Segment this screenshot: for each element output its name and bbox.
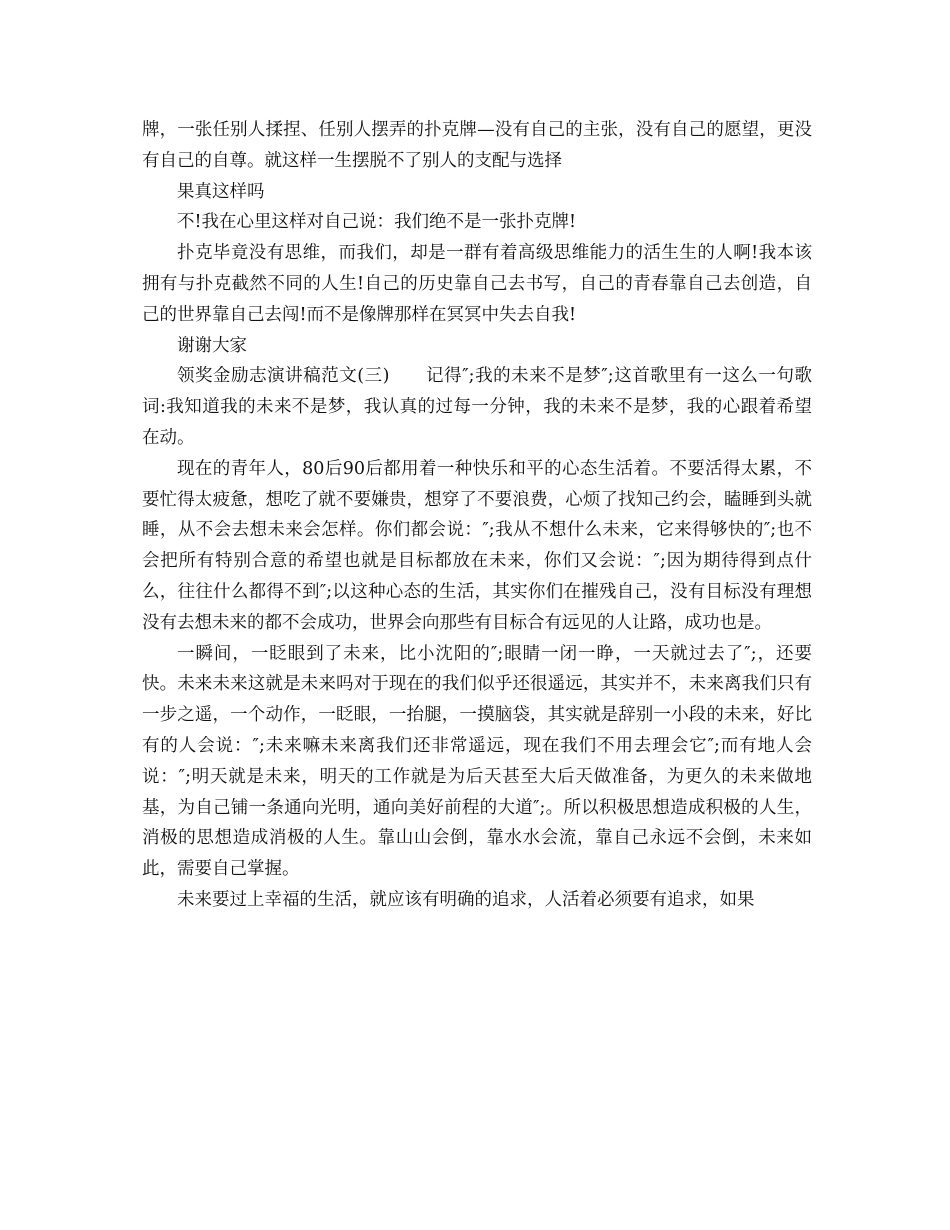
paragraph: 牌，一张任别人揉捏、任别人摆弄的扑克牌—没有自己的主张，没有自己的愿望，更没有自己的自尊。就这样一生摆脱不了别人的支配与选择	[142, 120, 812, 171]
paragraph: 谢谢大家	[177, 335, 247, 356]
paragraph: 未来要过上幸福的生活，就应该有明确的追求，人活着必须要有追求，如果	[177, 889, 755, 910]
paragraph: 不!我在心里这样对自己说：我们绝不是一张扑克牌!	[177, 212, 577, 233]
document-body	[142, 115, 812, 916]
paragraph: 领奖金励志演讲稿范文(三) 记得″;我的未来不是梦″;这首歌里有一这么一句歌词:我知道我的未来不是梦，我认真的过每一分钟，我的未来不是梦，我的心跟着希望在动。	[142, 366, 812, 448]
paragraph: 一瞬间，一眨眼到了未来，比小沈阳的″;眼睛一闭一睁，一天就过去了″;，还要快。未来未来这就是未来吗对于现在的我们似乎还很遥远，其实并不，未来离我们只有一步之遥，一个动作，一眨眼，一抬腿，一摸脑袋，其实就是辞别一小段的未来，好比有的人会说：″;未来嘛未来离我们还非常遥远，现在我们不用去理会它″;而有地人会说：″;明天就是未来，明天的工作就是为后天甚至大后天做准备，为更久的未来做地基，为自己铺一条通向光明，通向美好前程的大道″;。所以积极思想造成积极的人生，消极的思想造成消极的人生。靠山山会倒，靠水水会流，靠自己永远不会倒，未来如此，需要自己掌握。	[142, 643, 812, 880]
paragraph: 现在的青年人，80后90后都用着一种快乐和平的心态生活着。不要活得太累，不要忙得太疲惫，想吃了就不要嫌贵，想穿了不要浪费，心烦了找知己约会，瞌睡到头就睡，从不会去想未来会怎样。你们都会说：″;我从不想什么未来，它来得够快的″;也不会把所有特别合意的希望也就是目标都放在未来，你们又会说：″;因为期待得到点什么，往往什么都得不到″;以这种心态的生活，其实你们在摧残自己，没有目标没有理想没有去想未来的都不会成功，世界会向那些有目标合有远见的人让路，成功也是。	[142, 458, 812, 633]
paragraph: 扑克毕竟没有思维，而我们，却是一群有着高级思维能力的活生生的人啊!我本该拥有与扑克截然不同的人生!自己的历史靠自己去书写，自己的青春靠自己去创造，自己的世界靠自己去闯!而不是像牌那样在冥冥中失去自我!	[142, 243, 812, 325]
paragraph: 果真这样吗	[177, 181, 265, 202]
